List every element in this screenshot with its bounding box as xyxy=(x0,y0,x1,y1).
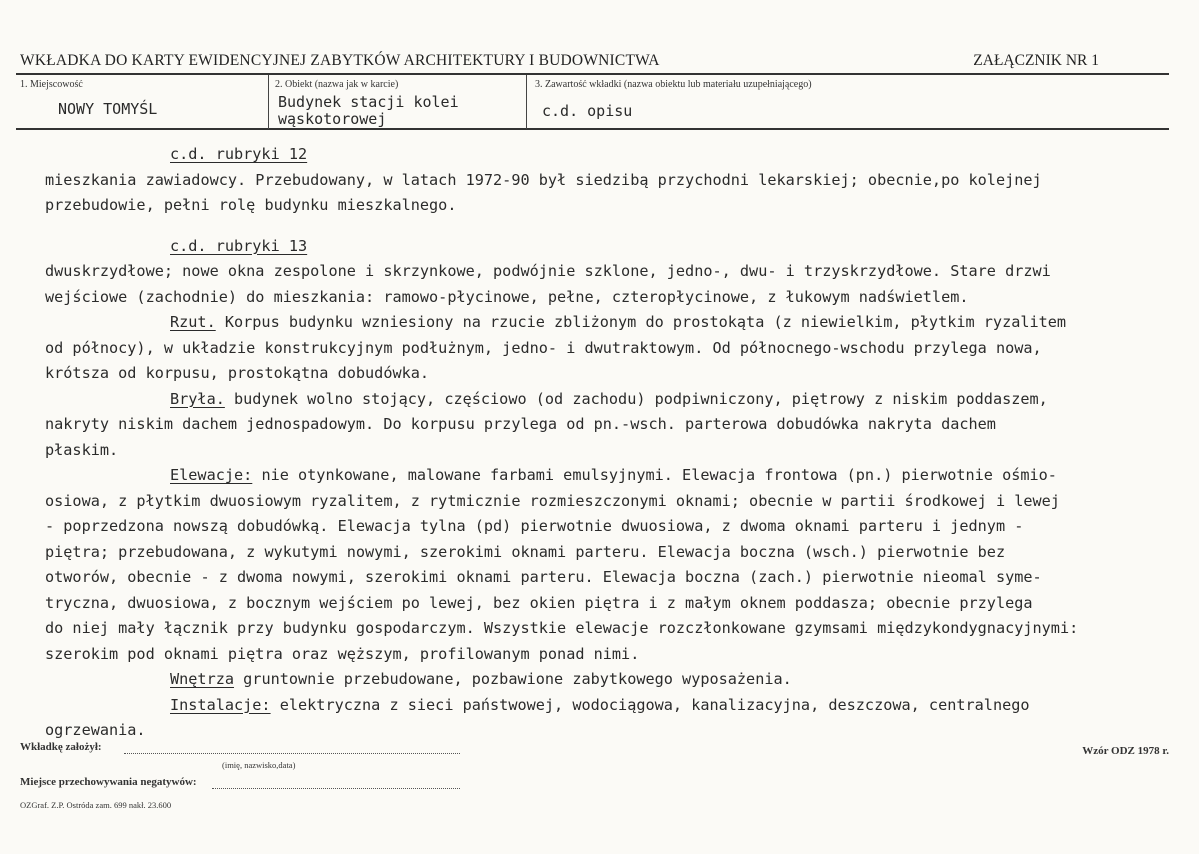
form-title: WKŁADKA DO KARTY EWIDENCYJNEJ ZABYTKÓW ARCHITEKTURY I BUDOWNICTWA xyxy=(20,52,660,69)
compiled-by-line xyxy=(124,753,460,754)
field-1-label: 1. Miejscowość xyxy=(20,79,83,90)
text-line: ogrzewania. xyxy=(45,721,146,739)
field-2-label: 2. Obiekt (nazwa jak w karcie) xyxy=(275,79,399,90)
negatives-storage-label: Miejsce przechowywania negatywów: xyxy=(20,776,197,788)
label-elewacje: Elewacje: xyxy=(170,466,253,484)
text-line: wejściowe (zachodnie) do mieszkania: ramowo-płycinowe, pełne, czteropłycinowe, z łukowym nadświetlem. xyxy=(45,287,969,306)
label-instalacje: Instalacje: xyxy=(170,695,271,714)
text-line: osiowa, z płytkim dwuosiowym ryzalitem, z rytmicznie rozmieszczonymi oknami; obecnie w partii środkowej i lewej xyxy=(45,491,1060,510)
text-line: Bryła. budynek wolno stojący, częściowo (od zachodu) podpiwniczony, piętrowy z niskim poddaszem, xyxy=(170,389,1048,408)
text-line: szerokim pod oknami piętra oraz węższym, profilowanym ponad nimi. xyxy=(45,644,640,663)
label-bryla: Bryła. xyxy=(170,389,225,408)
compiled-by-label: Wkładkę założył: xyxy=(20,741,102,753)
field-divider-1 xyxy=(268,75,269,129)
header-rule-top xyxy=(16,73,1169,75)
field-3-label: 3. Zawartość wkładki (nazwa obiektu lub materiału uzupełniającego) xyxy=(535,79,812,90)
text-line: - poprzedzona nowszą dobudówką. Elewacja tylna (pd) pierwotnie dwuosiowa, z dwoma oknami parteru i jednym - xyxy=(45,517,1024,535)
text-line: przebudowie, pełni rolę budynku mieszkalnego. xyxy=(45,196,457,214)
field-2-value-line-1: Budynek stacji kolei xyxy=(278,93,459,111)
text-line: tryczna, dwuosiowa, z bocznym wejściem po lewej, bez okien piętra i z małym oknem poddasza; obecnie przylega xyxy=(45,593,1033,612)
section-heading-13: c.d. rubryki 13 xyxy=(170,236,308,255)
header-rule-bottom xyxy=(16,128,1169,130)
text-line: Wnętrza gruntownie przebudowane, pozbawione zabytkowego wyposażenia. xyxy=(170,670,792,688)
text-line: nakryty niskim dachem jednospadowym. Do korpusu przylega od pn.-wsch. parterowa dobudówka nakryta dachem xyxy=(45,415,996,433)
text-line: do niej mały łącznik przy budynku gospodarczym. Wszystkie elewacje rozczłonkowane gzymsami międzykondygnacyjnymi: xyxy=(45,619,1079,637)
section-heading-12: c.d. rubryki 12 xyxy=(170,145,308,163)
text-line: dwuskrzydłowe; nowe okna zespolone i skrzynkowe, podwójnie szklone, jedno-, dwu- i trzyskrzydłowe. Stare drzwi xyxy=(45,262,1051,280)
print-info: OZGraf. Z.P. Ostróda zam. 699 nakł. 23.600 xyxy=(20,800,172,810)
field-2-value-line-2: wąskotorowej xyxy=(278,110,387,128)
field-1-value: NOWY TOMYŚL xyxy=(58,100,158,118)
compiled-by-hint: (imię, nazwisko,data) xyxy=(222,760,296,770)
text-line: płaskim. xyxy=(45,440,119,459)
form-model-label: Wzór ODZ 1978 r. xyxy=(1082,745,1169,757)
field-3-value: c.d. opisu xyxy=(542,102,633,120)
text-line: Elewacje: nie otynkowane, malowane farbami emulsyjnymi. Elewacja frontowa (pn.) pierwotnie ośmio- xyxy=(170,466,1057,484)
label-rzut: Rzut. xyxy=(170,313,216,331)
text-line: krótsza od korpusu, prostokątna dobudówka. xyxy=(45,364,430,382)
negatives-storage-line xyxy=(212,788,460,789)
text-line: Rzut. Korpus budynku wzniesiony na rzucie zbliżonym do prostokąta (z niewielkim, płytkim ryzalitem xyxy=(170,313,1067,331)
field-divider-2 xyxy=(526,75,527,129)
text-line: otworów, obecnie - z dwoma nowymi, szerokimi oknami parteru. Elewacja boczna (zach.) pierwotnie nieomal syme- xyxy=(45,568,1042,586)
text-line: od północy), w układzie konstrukcyjnym podłużnym, jedno- i dwutraktowym. Od północnego-wschodu przylega nowa, xyxy=(45,338,1042,357)
text-line: mieszkania zawiadowcy. Przebudowany, w latach 1972-90 był siedzibą przychodni lekarskiej; obecnie,po kolejnej xyxy=(45,170,1042,189)
description-body xyxy=(45,142,1195,744)
label-wnetrza: Wnętrza xyxy=(170,670,235,688)
text-line: Instalacje: elektryczna z sieci państwowej, wodociągowa, kanalizacyjna, deszczowa, centralnego xyxy=(170,695,1030,714)
attachment-label: ZAŁĄCZNIK NR 1 xyxy=(973,52,1099,69)
text-line: piętra; przebudowana, z wykutymi nowymi, szerokimi oknami parteru. Elewacja boczna (wsch.) pierwotnie bez xyxy=(45,542,1006,561)
